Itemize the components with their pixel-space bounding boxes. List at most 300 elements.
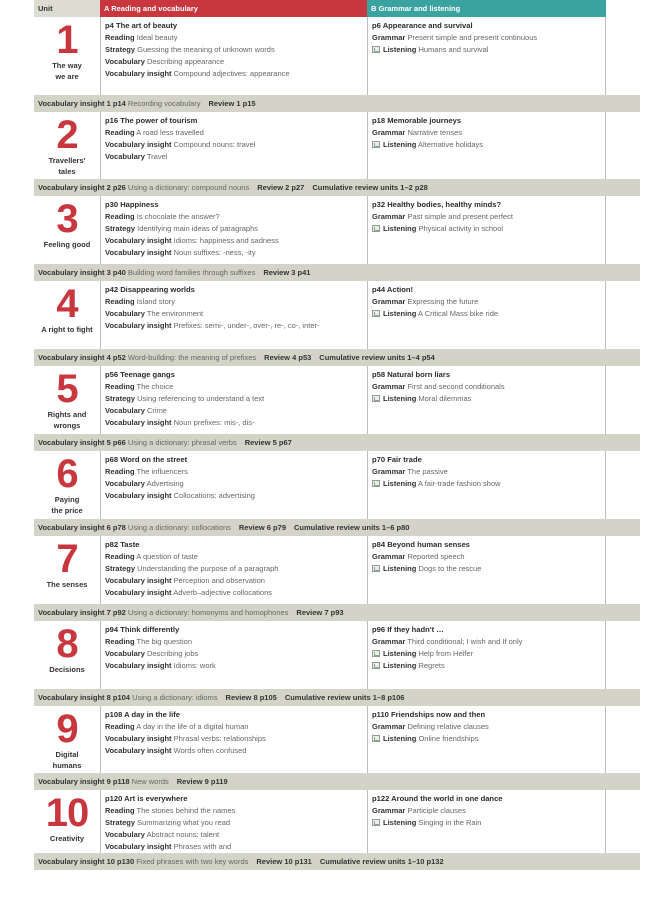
- content-label: Listening: [383, 818, 417, 827]
- content-label: Strategy: [105, 564, 136, 573]
- grammar-listening-cell: [367, 112, 606, 179]
- content-line: [105, 575, 367, 587]
- unit-name-line: A right to fight: [41, 325, 93, 334]
- review-ref[interactable]: Review 8 p105: [225, 693, 277, 702]
- content-line: [105, 551, 367, 563]
- content-value: Using referencing to understand a text: [137, 394, 265, 403]
- content-label: Vocabulary insight: [105, 661, 172, 670]
- content-value: A fair-trade fashion show: [418, 479, 501, 488]
- content-value: Idioms: work: [173, 661, 216, 670]
- unit-name: [34, 494, 100, 516]
- unit-name-line: we are: [55, 72, 79, 81]
- content-value: A road less travelled: [136, 128, 204, 137]
- content-line: [105, 841, 367, 853]
- content-label: Reading: [105, 552, 135, 561]
- content-value: Phrases with and: [173, 842, 232, 851]
- content-label: Listening: [383, 479, 417, 488]
- content-label: Vocabulary: [105, 406, 145, 415]
- unit-number: 1: [56, 18, 78, 62]
- content-value: Guessing the meaning of unknown words: [137, 45, 275, 54]
- content-value: Reported speech: [407, 552, 465, 561]
- audio-icon: [372, 565, 380, 572]
- reading-vocabulary-cell: [100, 17, 367, 95]
- content-label: Vocabulary insight: [105, 248, 172, 257]
- lesson-title-link[interactable]: p110 Friendships now and then: [372, 710, 486, 719]
- content-value: A Critical Mass bike ride: [418, 309, 499, 318]
- content-value: The influencers: [136, 467, 188, 476]
- lesson-title-link[interactable]: p122 Around the world in one dance: [372, 794, 503, 803]
- content-value: Defining relative clauses: [407, 722, 489, 731]
- vocab-insight-ref[interactable]: Vocabulary insight 9 p118: [38, 777, 130, 786]
- content-value: First and second conditionals: [407, 382, 505, 391]
- content-line: [372, 733, 605, 745]
- unit-name-line: The way: [52, 61, 82, 70]
- content-line: [372, 44, 605, 56]
- content-line: [105, 417, 367, 429]
- vocab-insight-ref[interactable]: Vocabulary insight 7 p92: [38, 608, 126, 617]
- content-label: Vocabulary insight: [105, 588, 172, 597]
- grammar-listening-cell: [367, 706, 606, 773]
- lesson-title-link[interactable]: p56 Teenage gangs: [105, 370, 175, 379]
- content-label: Vocabulary: [105, 57, 145, 66]
- unit-name-line: Paying: [54, 495, 80, 504]
- content-label: Strategy: [105, 818, 136, 827]
- grammar-listening-cell: [367, 621, 606, 689]
- header-reading-vocabulary: A Reading and vocabulary: [100, 0, 367, 17]
- content-label: Vocabulary insight: [105, 746, 172, 755]
- content-line: [105, 247, 367, 259]
- unit-cell: [34, 790, 100, 853]
- grammar-listening-cell: [367, 281, 606, 349]
- header-unit: Unit: [34, 0, 100, 17]
- header-grammar-listening: B Grammar and listening: [367, 0, 606, 17]
- content-label: Vocabulary insight: [105, 491, 172, 500]
- lesson-title-link[interactable]: p32 Healthy bodies, healthy minds?: [372, 200, 502, 209]
- vocab-insight-topic: Fixed phrases with two key words: [136, 857, 249, 866]
- content-value: Compound nouns: travel: [173, 140, 256, 149]
- vocab-insight-topic: Word-building: the meaning of prefixes: [127, 353, 257, 362]
- vocab-insight-ref[interactable]: Vocabulary insight 4 p52: [38, 353, 126, 362]
- content-line: [372, 296, 605, 308]
- content-line: [105, 466, 367, 478]
- unit-row: [34, 196, 640, 264]
- content-line: [105, 805, 367, 817]
- content-line: [372, 636, 605, 648]
- unit-cell: [34, 366, 100, 434]
- content-line: [372, 660, 605, 672]
- content-line: [105, 44, 367, 56]
- content-line: [105, 223, 367, 235]
- content-label: Grammar: [372, 637, 406, 646]
- lesson-title-link[interactable]: p6 Appearance and survival: [372, 21, 473, 30]
- content-value: Ideal beauty: [136, 33, 178, 42]
- content-line: [105, 56, 367, 68]
- cumulative-review-ref[interactable]: Cumulative review units 1–8 p106: [284, 693, 405, 702]
- reading-vocabulary-cell: [100, 790, 367, 853]
- content-line: [105, 405, 367, 417]
- content-label: Grammar: [372, 722, 406, 731]
- content-line: [105, 660, 367, 672]
- content-value: Participle clauses: [407, 806, 466, 815]
- content-label: Grammar: [372, 297, 406, 306]
- unit-name: [34, 833, 100, 844]
- content-value: Physical activity in school: [418, 224, 504, 233]
- content-line: [372, 648, 605, 660]
- unit-cell: [34, 196, 100, 264]
- content-label: Grammar: [372, 806, 406, 815]
- unit-cell: [34, 621, 100, 689]
- unit-cell: [34, 17, 100, 95]
- content-value: Prefixes: semi-, under-, over-, re-, co-, inter-: [173, 321, 320, 330]
- vocab-insight-topic: Using a dictionary: compound nouns: [127, 183, 250, 192]
- grammar-listening-cell: [367, 536, 606, 604]
- content-line: [372, 805, 605, 817]
- content-line: [105, 139, 367, 151]
- content-line: [105, 127, 367, 139]
- vocab-insight-ref[interactable]: Vocabulary insight 2 p26: [38, 183, 126, 192]
- content-label: Listening: [383, 661, 417, 670]
- content-line: [105, 733, 367, 745]
- audio-icon: [372, 650, 380, 657]
- content-line: [105, 235, 367, 247]
- lesson-title-link[interactable]: p44 Action!: [372, 285, 414, 294]
- reading-vocabulary-cell: [100, 706, 367, 773]
- vocab-insight-ref[interactable]: Vocabulary insight 8 p104: [38, 693, 130, 702]
- content-value: A day in the life of a digital human: [136, 722, 249, 731]
- content-line: [105, 296, 367, 308]
- content-label: Listening: [383, 564, 417, 573]
- content-value: Compound adjectives: appearance: [173, 69, 290, 78]
- unit-name-line: The senses: [46, 580, 88, 589]
- content-label: Strategy: [105, 224, 136, 233]
- vocab-insight-ref[interactable]: Vocabulary insight 6 p78: [38, 523, 126, 532]
- content-label: Grammar: [372, 128, 406, 137]
- content-label: Strategy: [105, 394, 136, 403]
- unit-row: [34, 112, 640, 179]
- content-value: Is chocolate the answer?: [136, 212, 220, 221]
- review-ref[interactable]: Review 1 p15: [208, 99, 256, 108]
- vocabulary-insight-bar: [34, 519, 640, 536]
- content-line: [105, 151, 367, 163]
- audio-icon: [372, 310, 380, 317]
- reading-vocabulary-cell: [100, 281, 367, 349]
- content-label: Vocabulary: [105, 479, 145, 488]
- reading-vocabulary-cell: [100, 451, 367, 519]
- content-line: [372, 211, 605, 223]
- content-value: Help from Heifer: [418, 649, 474, 658]
- unit-number: 10: [45, 791, 89, 835]
- vocab-insight-topic: Using a dictionary: collocations: [127, 523, 231, 532]
- cumulative-review-ref[interactable]: Cumulative review units 1–4 p54: [319, 353, 435, 362]
- content-label: Vocabulary insight: [105, 140, 172, 149]
- review-ref[interactable]: Review 2 p27: [257, 183, 305, 192]
- content-label: Reading: [105, 722, 135, 731]
- content-line: [372, 551, 605, 563]
- unit-name-line: Decisions: [49, 665, 85, 674]
- content-label: Grammar: [372, 467, 406, 476]
- lesson-title-link[interactable]: p94 Think differently: [105, 625, 180, 634]
- content-value: Summarizing what you read: [137, 818, 231, 827]
- vocabulary-insight-bar: [34, 604, 640, 621]
- content-value: Online friendships: [418, 734, 479, 743]
- content-line: [105, 636, 367, 648]
- review-ref[interactable]: Review 4 p53: [264, 353, 312, 362]
- content-label: Vocabulary insight: [105, 418, 172, 427]
- content-value: Island story: [136, 297, 176, 306]
- content-label: Vocabulary insight: [105, 236, 172, 245]
- content-label: Vocabulary: [105, 649, 145, 658]
- content-line: [372, 466, 605, 478]
- content-line: [105, 211, 367, 223]
- content-value: The environment: [146, 309, 204, 318]
- vocabulary-insight-bar: [34, 689, 640, 706]
- vocabulary-insight-bar: [34, 434, 640, 451]
- cumulative-review-ref[interactable]: Cumulative review units 1–6 p80: [293, 523, 410, 532]
- unit-number: 3: [56, 197, 78, 241]
- audio-icon: [372, 735, 380, 742]
- vocabulary-insight-bar: [34, 853, 640, 870]
- review-ref[interactable]: Review 3 p41: [263, 268, 311, 277]
- reading-vocabulary-cell: [100, 536, 367, 604]
- content-value: Noun suffixes: -ness, -ity: [173, 248, 256, 257]
- unit-number: 9: [56, 707, 78, 751]
- content-value: Describing appearance: [146, 57, 225, 66]
- unit-row: [34, 706, 640, 773]
- unit-name-line: the price: [51, 506, 83, 515]
- content-label: Reading: [105, 212, 135, 221]
- content-value: Advertising: [146, 479, 184, 488]
- unit-name: [34, 155, 100, 177]
- content-label: Vocabulary insight: [105, 576, 172, 585]
- content-label: Reading: [105, 382, 135, 391]
- content-label: Reading: [105, 806, 135, 815]
- content-value: Phrasal verbs: relationships: [173, 734, 266, 743]
- vocab-insight-ref[interactable]: Vocabulary insight 10 p130: [38, 857, 135, 866]
- content-value: Adverb–adjective collocations: [173, 588, 273, 597]
- content-label: Vocabulary insight: [105, 842, 172, 851]
- unit-row: [34, 790, 640, 853]
- content-line: [105, 320, 367, 332]
- content-label: Listening: [383, 649, 417, 658]
- unit-name: [34, 749, 100, 771]
- unit-row: [34, 536, 640, 604]
- content-label: Vocabulary: [105, 830, 145, 839]
- unit-number: 2: [56, 113, 78, 157]
- content-value: Perception and observation: [173, 576, 265, 585]
- content-label: Listening: [383, 224, 417, 233]
- vocabulary-insight-bar: [34, 95, 640, 112]
- review-ref[interactable]: Review 10 p131: [256, 857, 312, 866]
- content-line: [105, 393, 367, 405]
- content-line: [105, 829, 367, 841]
- vocab-insight-topic: Recording vocabulary: [127, 99, 201, 108]
- content-value: Understanding the purpose of a paragraph: [137, 564, 279, 573]
- content-label: Reading: [105, 33, 135, 42]
- unit-cell: [34, 281, 100, 349]
- reading-vocabulary-cell: [100, 366, 367, 434]
- lesson-title-link[interactable]: p108 A day in the life: [105, 710, 180, 719]
- content-line: [372, 381, 605, 393]
- unit-name-line: Rights and: [47, 410, 87, 419]
- vocab-insight-ref[interactable]: Vocabulary insight 1 p14: [38, 99, 126, 108]
- unit-cell: [34, 536, 100, 604]
- unit-name: [34, 239, 100, 250]
- unit-row: [34, 281, 640, 349]
- content-label: Vocabulary: [105, 309, 145, 318]
- reading-vocabulary-cell: [100, 112, 367, 179]
- lesson-title-link[interactable]: p58 Natural born liars: [372, 370, 451, 379]
- vocab-insight-topic: Using a dictionary: homonyms and homophones: [127, 608, 289, 617]
- grammar-listening-cell: [367, 451, 606, 519]
- lesson-title-link[interactable]: p120 Art is everywhere: [105, 794, 188, 803]
- content-label: Grammar: [372, 552, 406, 561]
- content-label: Vocabulary insight: [105, 321, 172, 330]
- lesson-title-link[interactable]: p82 Taste: [105, 540, 140, 549]
- content-line: [105, 381, 367, 393]
- content-label: Strategy: [105, 45, 136, 54]
- unit-number: 4: [56, 282, 78, 326]
- content-value: Regrets: [418, 661, 445, 670]
- vocab-insight-topic: Using a dictionary: idioms: [132, 693, 218, 702]
- content-label: Reading: [105, 297, 135, 306]
- content-label: Vocabulary insight: [105, 734, 172, 743]
- unit-cell: [34, 706, 100, 773]
- content-value: Third conditional; I wish and If only: [407, 637, 523, 646]
- vocab-insight-topic: Using a dictionary: phrasal verbs: [127, 438, 237, 447]
- audio-icon: [372, 819, 380, 826]
- vocab-insight-ref[interactable]: Vocabulary insight 5 p66: [38, 438, 126, 447]
- content-line: [372, 393, 605, 405]
- content-value: The choice: [136, 382, 174, 391]
- contents-table: [34, 17, 640, 870]
- content-label: Reading: [105, 637, 135, 646]
- audio-icon: [372, 46, 380, 53]
- content-line: [372, 139, 605, 151]
- content-value: Present simple and present continuous: [407, 33, 538, 42]
- content-line: [372, 308, 605, 320]
- unit-number: 8: [56, 622, 78, 666]
- content-label: Grammar: [372, 382, 406, 391]
- content-line: [105, 648, 367, 660]
- review-ref[interactable]: Review 6 p79: [238, 523, 286, 532]
- unit-cell: [34, 451, 100, 519]
- vocab-insight-ref[interactable]: Vocabulary insight 3 p40: [38, 268, 126, 277]
- content-line: [105, 32, 367, 44]
- content-value: Past simple and present perfect: [407, 212, 513, 221]
- content-value: Collocations: advertising: [173, 491, 255, 500]
- content-value: The big question: [136, 637, 193, 646]
- lesson-title-link[interactable]: p16 The power of tourism: [105, 116, 198, 125]
- content-line: [105, 563, 367, 575]
- content-value: Noun prefixes: mis-, dis-: [173, 418, 255, 427]
- grammar-listening-cell: [367, 366, 606, 434]
- content-label: Vocabulary insight: [105, 69, 172, 78]
- vocab-insight-topic: New words: [131, 777, 169, 786]
- reading-vocabulary-cell: [100, 196, 367, 264]
- table-header: [34, 0, 606, 17]
- content-line: [372, 32, 605, 44]
- content-line: [372, 563, 605, 575]
- unit-name-line: Creativity: [49, 834, 85, 843]
- lesson-title-link[interactable]: p96 If they hadn't …: [372, 625, 444, 634]
- grammar-listening-cell: [367, 17, 606, 95]
- lesson-title-link[interactable]: p18 Memorable journeys: [372, 116, 462, 125]
- content-line: [372, 817, 605, 829]
- unit-cell: [34, 112, 100, 179]
- audio-icon: [372, 395, 380, 402]
- content-value: The stories behind the names: [136, 806, 236, 815]
- content-label: Listening: [383, 309, 417, 318]
- content-value: Dogs to the rescue: [418, 564, 482, 573]
- content-value: Describing jobs: [146, 649, 199, 658]
- grammar-listening-cell: [367, 196, 606, 264]
- content-line: [105, 745, 367, 757]
- vocabulary-insight-bar: [34, 179, 640, 196]
- content-value: A question of taste: [136, 552, 198, 561]
- lesson-title-link[interactable]: p42 Disappearing worlds: [105, 285, 195, 294]
- content-label: Listening: [383, 734, 417, 743]
- content-value: Alternative holidays: [418, 140, 484, 149]
- unit-name: [34, 60, 100, 82]
- unit-number: 7: [56, 537, 78, 581]
- content-value: Humans and survival: [418, 45, 489, 54]
- lesson-title-link[interactable]: p30 Happiness: [105, 200, 159, 209]
- lesson-title-link[interactable]: p84 Beyond human senses: [372, 540, 470, 549]
- unit-row: [34, 451, 640, 519]
- review-ref[interactable]: Review 7 p93: [296, 608, 344, 617]
- unit-name: [34, 324, 100, 335]
- content-value: Words often confused: [173, 746, 247, 755]
- content-label: Grammar: [372, 212, 406, 221]
- cumulative-review-ref[interactable]: Cumulative review units 1–10 p132: [319, 857, 444, 866]
- content-value: Identifying main ideas of paragraphs: [137, 224, 259, 233]
- content-line: [105, 308, 367, 320]
- unit-name: [34, 579, 100, 590]
- content-label: Listening: [383, 140, 417, 149]
- content-line: [372, 223, 605, 235]
- vocabulary-insight-bar: [34, 264, 640, 281]
- review-ref[interactable]: Review 5 p67: [244, 438, 292, 447]
- vocabulary-insight-bar: [34, 349, 640, 366]
- content-value: Crime: [146, 406, 167, 415]
- unit-row: [34, 17, 640, 95]
- unit-name-line: Travellers': [48, 156, 86, 165]
- lesson-title-link[interactable]: p70 Fair trade: [372, 455, 422, 464]
- content-line: [105, 68, 367, 80]
- unit-name: [34, 664, 100, 675]
- content-label: Grammar: [372, 33, 406, 42]
- unit-name-line: wrongs: [53, 421, 81, 430]
- content-value: Travel: [146, 152, 168, 161]
- vocabulary-insight-bar: [34, 773, 640, 790]
- audio-icon: [372, 480, 380, 487]
- lesson-title-link[interactable]: p68 Word on the street: [105, 455, 188, 464]
- content-value: Narrative tenses: [407, 128, 463, 137]
- content-line: [372, 721, 605, 733]
- audio-icon: [372, 141, 380, 148]
- content-label: Listening: [383, 45, 417, 54]
- content-line: [372, 127, 605, 139]
- review-ref[interactable]: Review 9 p119: [176, 777, 228, 786]
- content-line: [105, 721, 367, 733]
- unit-name-line: humans: [52, 761, 82, 770]
- unit-name-line: Digital: [55, 750, 79, 759]
- unit-name-line: tales: [58, 167, 76, 176]
- lesson-title-link[interactable]: p4 The art of beauty: [105, 21, 178, 30]
- content-value: Singing in the Rain: [418, 818, 482, 827]
- cumulative-review-ref[interactable]: Cumulative review units 1–2 p28: [312, 183, 428, 192]
- content-label: Reading: [105, 128, 135, 137]
